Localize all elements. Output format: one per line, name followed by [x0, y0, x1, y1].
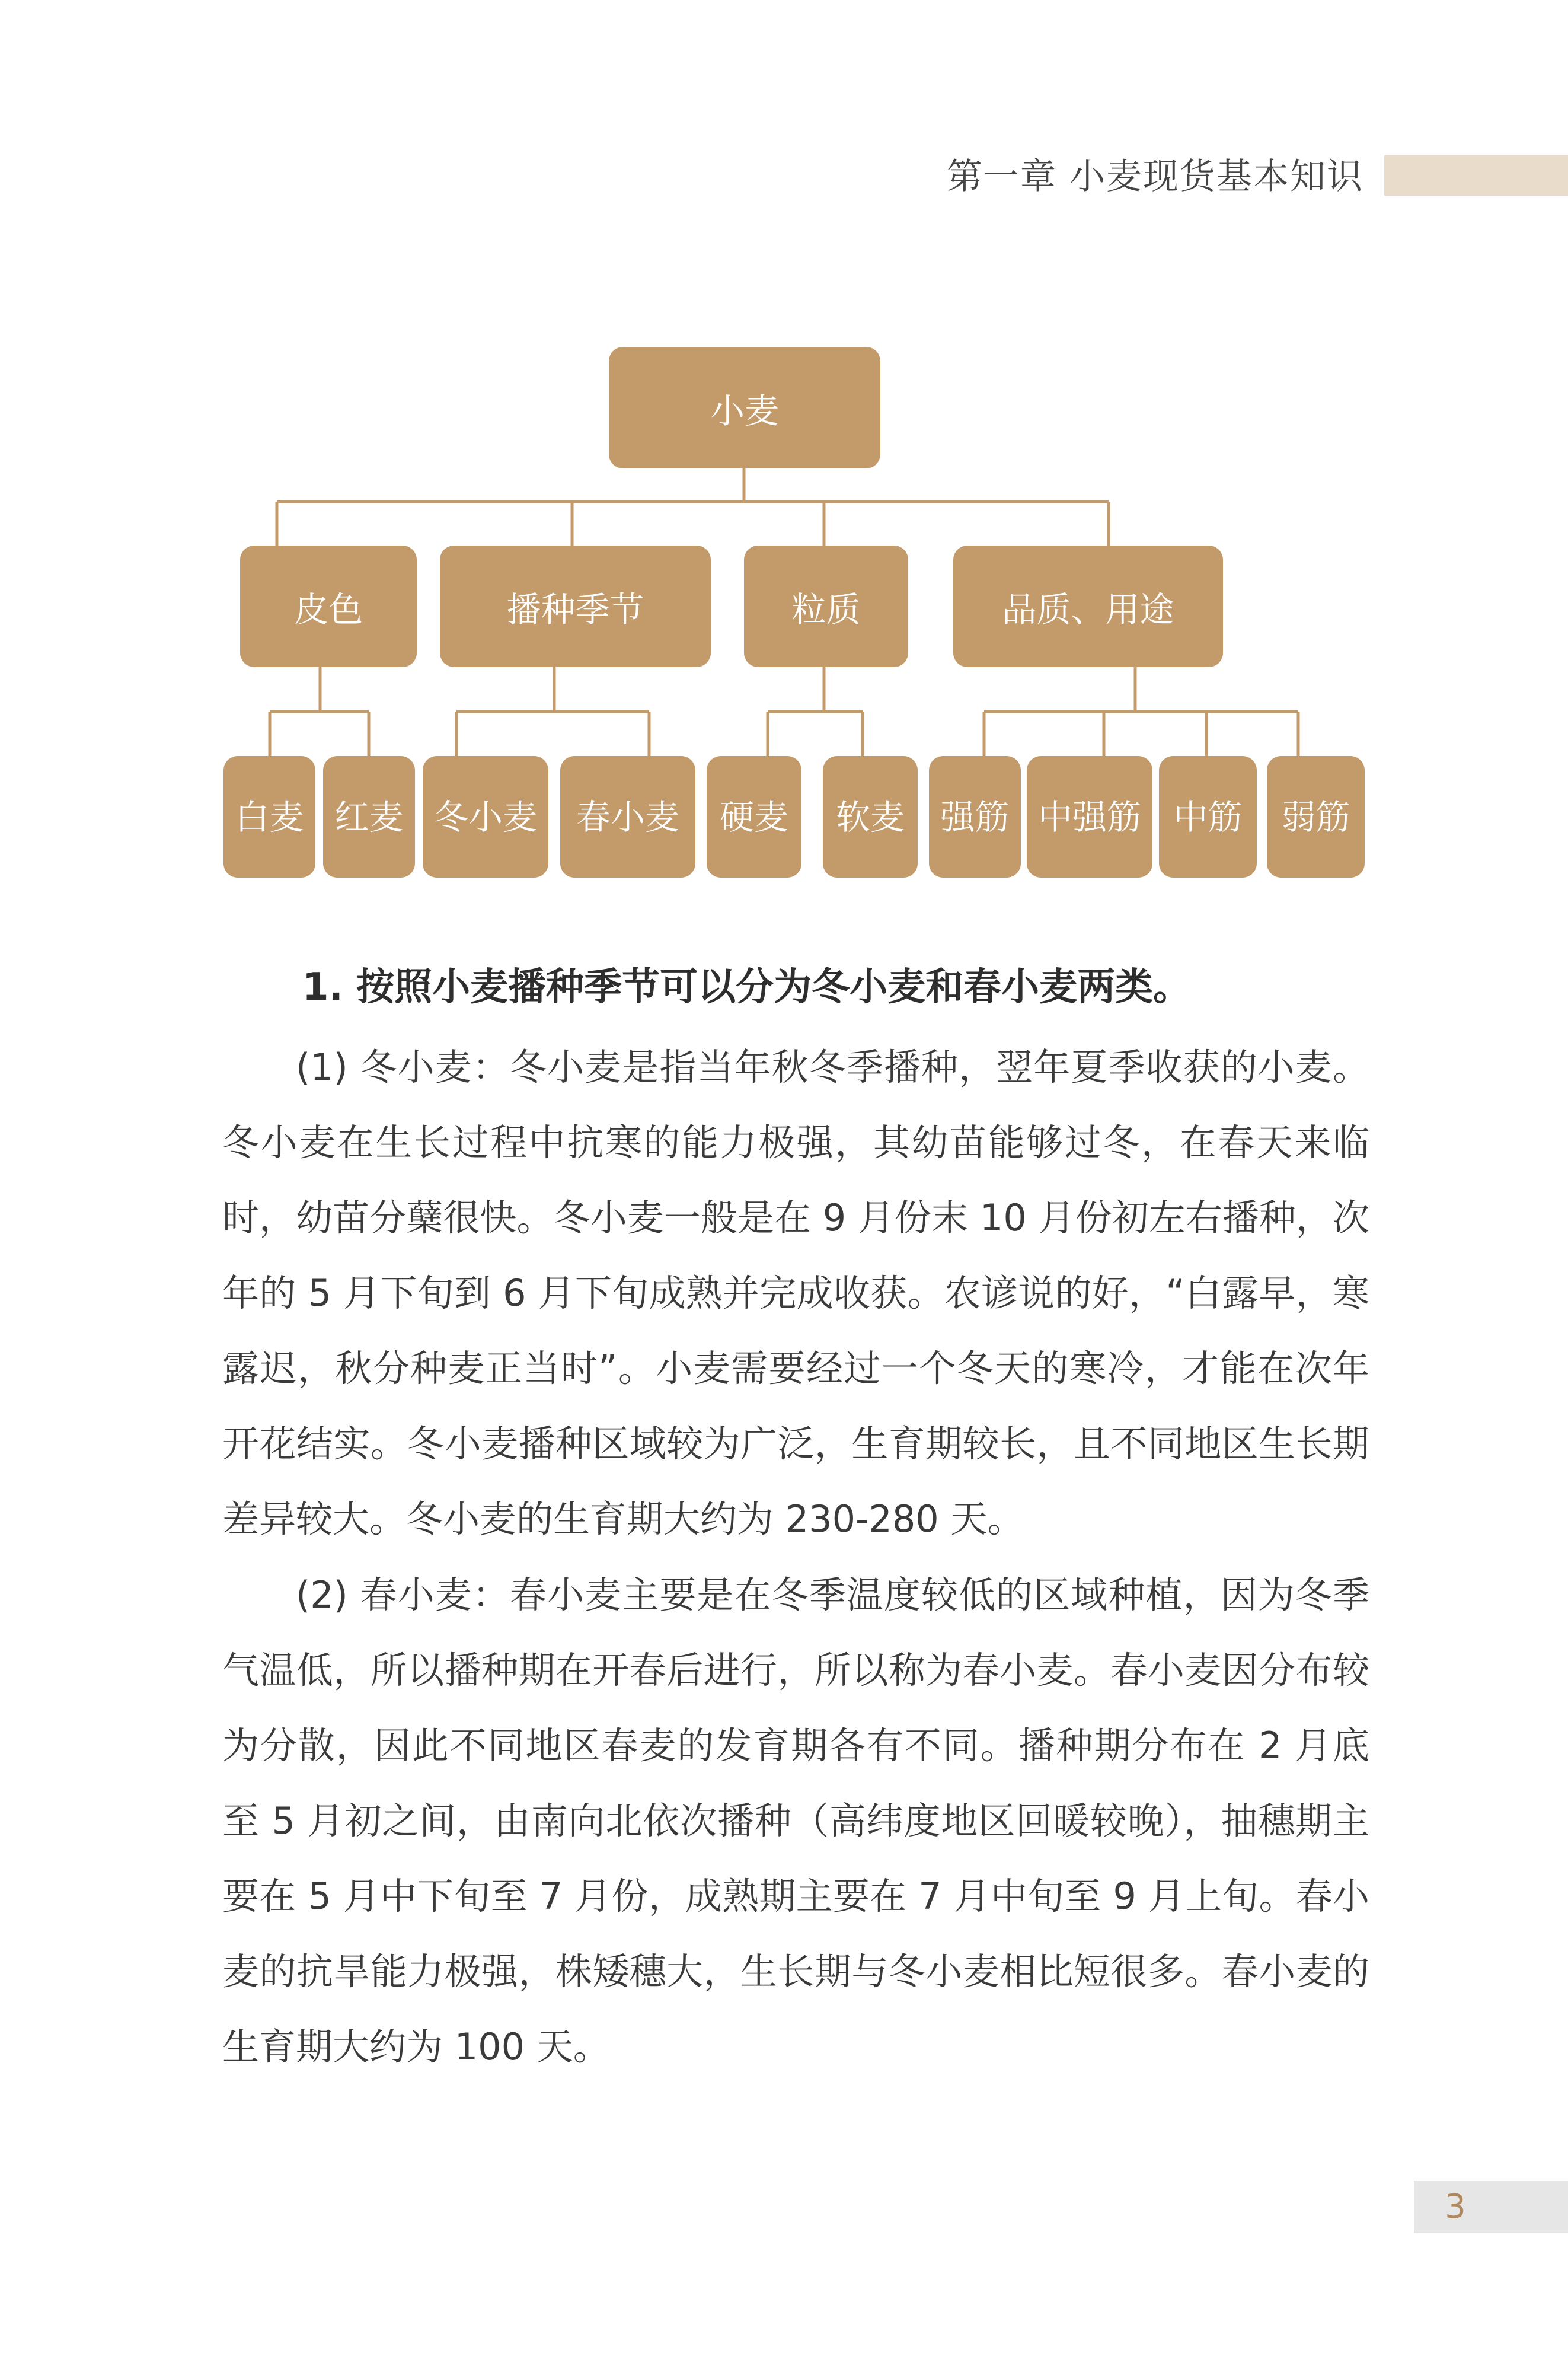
node-leaf-baimai: 白麦 [223, 756, 315, 878]
section-heading: 1. 按照小麦播种季节可以分为冬小麦和春小麦两类。 [302, 965, 1192, 1009]
node-leaf-zhongqiangjin: 中强筋 [1027, 756, 1152, 878]
node-category-pise: 皮色 [240, 546, 417, 667]
node-leaf-ruojin: 弱筋 [1267, 756, 1365, 878]
node-category-lizhi: 粒质 [744, 546, 908, 667]
classification-diagram [0, 0, 1568, 925]
node-leaf-yingmai: 硬麦 [707, 756, 801, 878]
node-leaf-ruanmai: 软麦 [823, 756, 918, 878]
node-category-pinzhi-yongtu: 品质、用途 [953, 546, 1223, 667]
node-leaf-chunxiaomai: 春小麦 [560, 756, 695, 878]
chapter-title: 第一章 小麦现货基本知识 [946, 156, 1363, 197]
node-root: 小麦 [609, 347, 880, 468]
paragraph-spring-wheat: (2) 春小麦：春小麦主要是在冬季温度较低的区域种植，因为冬季气温低，所以播种期在开春后进行，所以称为春小麦。春小麦因分布较为分散，因此不同地区春麦的发育期各有不同。播种期分布在 2 月底至 5 月初之间，由南向北依次播种（高纬度地区回暖较晚），抽穗期主要在 5 月中下旬至 7 月份，成熟期主要在 7 月中旬至 9 月上旬。春小麦的抗旱能力极强，株矮穗大，生长期与冬小麦相比短很多。春小麦的生育期大约为 100 天。 [222, 1573, 1369, 2068]
paragraph-winter-wheat: (1) 冬小麦：冬小麦是指当年秋冬季播种，翌年夏季收获的小麦。冬小麦在生长过程中抗寒的能力极强，其幼苗能够过冬，在春天来临时，幼苗分蘖很快。冬小麦一般是在 9 月份末 10 月份初左右播种，次年的 5 月下旬到 6 月下旬成熟并完成收获。农谚说的好，“白露早，寒露迟，秋分种麦正当时”。小麦需要经过一个冬天的寒冷，才能在次年开花结实。冬小麦播种区域较为广泛，生育期较长，且不同地区生长期差异较大。冬小麦的生育期大约为 230-280 天。 [222, 1045, 1369, 1541]
node-leaf-zhongjin: 中筋 [1159, 756, 1257, 878]
node-leaf-hongmai: 红麦 [323, 756, 415, 878]
page-number: 3 [1445, 2188, 1466, 2226]
node-category-bozhong-jijie: 播种季节 [440, 546, 711, 667]
node-leaf-qiangjin: 强筋 [929, 756, 1021, 878]
node-leaf-dongxiaomai: 冬小麦 [423, 756, 548, 878]
